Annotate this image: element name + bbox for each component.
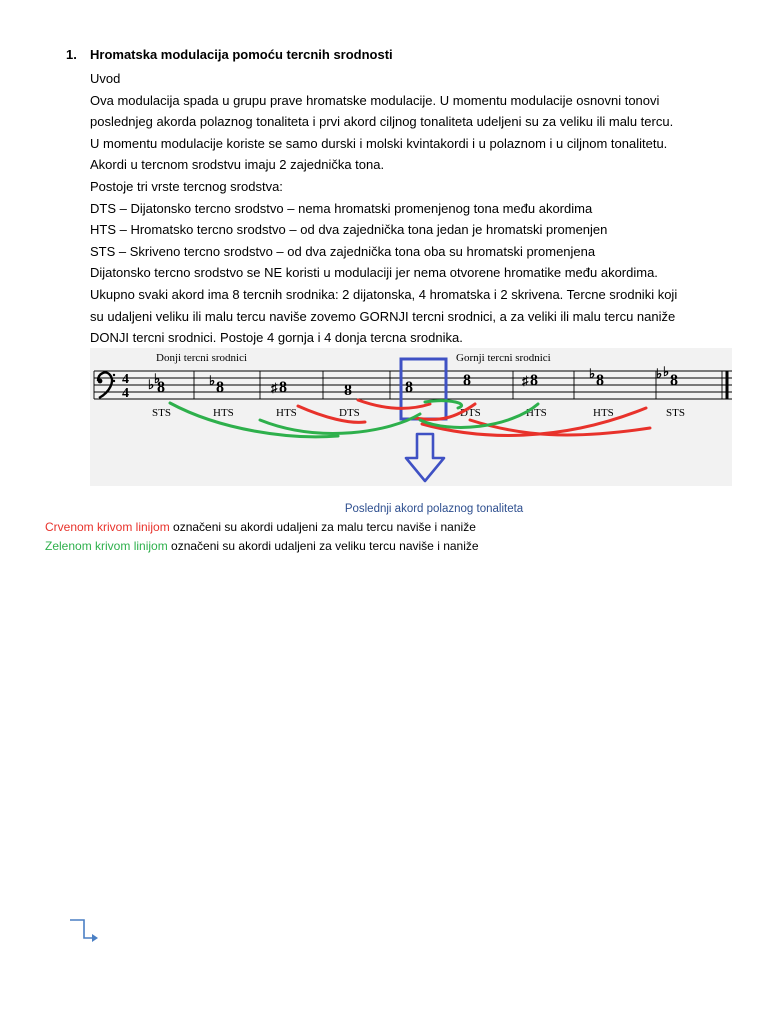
flat-icon: ♭ bbox=[154, 371, 161, 386]
heading-title: Hromatska modulacija pomoću tercnih srodnosti bbox=[90, 47, 393, 62]
chord-label: DTS bbox=[339, 407, 360, 419]
chord-label: HTS bbox=[276, 407, 297, 419]
legend-green-text: označeni su akordi udaljeni za veliku tercu naviše i naniže bbox=[167, 539, 479, 553]
staff-lines bbox=[94, 371, 732, 399]
paragraph-line: U momentu modulacije koriste se samo durski i molski kvintakordi i u polaznom i u ciljnom tonalitetu. bbox=[90, 135, 668, 151]
chord-7: 8 bbox=[530, 372, 538, 389]
definition-sts: STS – Skriveno tercno srodstvo – od dva zajednička tona oba su hromatski promenjena bbox=[90, 243, 596, 259]
legend-red-label: Crvenom krivom linijom bbox=[45, 520, 170, 534]
chord-6: 8 bbox=[463, 372, 471, 389]
group-label-lower: Donji tercni srodnici bbox=[156, 352, 248, 364]
chords bbox=[148, 364, 678, 399]
legend-green-label: Zelenom krivom linijom bbox=[45, 539, 168, 553]
heading-number: 1. bbox=[66, 47, 77, 62]
flat-icon: ♭ bbox=[209, 373, 216, 388]
down-arrow-icon bbox=[404, 432, 446, 484]
flat-icon: ♭ bbox=[656, 366, 663, 381]
paragraph-line: DONJI tercni srodnici. Postoje 4 gornja i 4 donja tercna srodnika. bbox=[90, 330, 463, 346]
chord-label: DTS bbox=[460, 407, 481, 419]
paragraph-line: Ova modulacija spada u grupu prave hromatske modulacije. U momentu modulacije osnovni tonovi bbox=[90, 92, 660, 108]
flat-icon: ♭ bbox=[663, 364, 670, 379]
legend-red bbox=[45, 520, 476, 534]
chord-3: 8 bbox=[279, 379, 287, 396]
chord-label: HTS bbox=[593, 407, 614, 419]
flat-icon: ♭ bbox=[148, 377, 155, 392]
caption: Poslednji akord polaznog tonaliteta bbox=[344, 503, 524, 515]
chord-5: 8 bbox=[405, 379, 413, 396]
definition-dts: DTS – Dijatonsko tercno srodstvo – nema hromatski promenjenog tona među akordima bbox=[90, 200, 593, 216]
chord-label: HTS bbox=[526, 407, 547, 419]
definition-hts: HTS – Hromatsko tercno srodstvo – od dva zajednička tona jedan je hromatski promenjen bbox=[90, 222, 608, 238]
time-signature-bottom: 4 bbox=[122, 386, 129, 401]
chord-label: STS bbox=[152, 407, 171, 419]
legend-green bbox=[45, 539, 479, 553]
chord-1: 8 bbox=[157, 379, 165, 396]
sharp-icon: ♯ bbox=[271, 380, 278, 395]
return-arrow-icon bbox=[68, 918, 100, 946]
legend-red-text: označeni su akordi udaljeni za malu tercu naviše i naniže bbox=[169, 520, 476, 534]
chord-9: 8 bbox=[670, 372, 678, 389]
paragraph-line: poslednjeg akorda polaznog tonaliteta i prvi akord ciljnog tonaliteta udeljeni su za veliku ili malu tercu. bbox=[90, 114, 674, 130]
time-signature-top: 4 bbox=[122, 372, 129, 387]
paragraph-line: Ukupno svaki akord ima 8 tercnih srodnika: 2 dijatonska, 4 hromatska i 2 skrivena. Tercne srodniki koji bbox=[90, 286, 678, 302]
body-text bbox=[90, 68, 730, 349]
chord-4: 8 bbox=[344, 382, 352, 399]
chord-label: HTS bbox=[213, 407, 234, 419]
paragraph-line: su udaljeni veliku ili malu tercu naviše zovemo GORNJI tercni srodnici, a za veliki ili malu tercu naniže bbox=[90, 308, 676, 324]
chord-8: 8 bbox=[596, 372, 604, 389]
sharp-icon: ♯ bbox=[522, 373, 529, 388]
paragraph-line: Akordi u tercnom srodstvu imaju 2 zajednička tona. bbox=[90, 157, 385, 173]
group-label-upper: Gornji tercni srodnici bbox=[456, 352, 551, 364]
section-heading bbox=[66, 47, 393, 62]
flat-icon: ♭ bbox=[589, 366, 596, 381]
line-intro: Uvod bbox=[90, 71, 121, 86]
paragraph-line: Postoje tri vrste tercnog srodstva: bbox=[90, 178, 283, 194]
paragraph-line: Dijatonsko tercno srodstvo se NE koristi u modulaciji jer nema otvorene hromatike među akordima. bbox=[90, 265, 658, 281]
chord-label: STS bbox=[666, 407, 685, 419]
chord-2: 8 bbox=[216, 379, 224, 396]
